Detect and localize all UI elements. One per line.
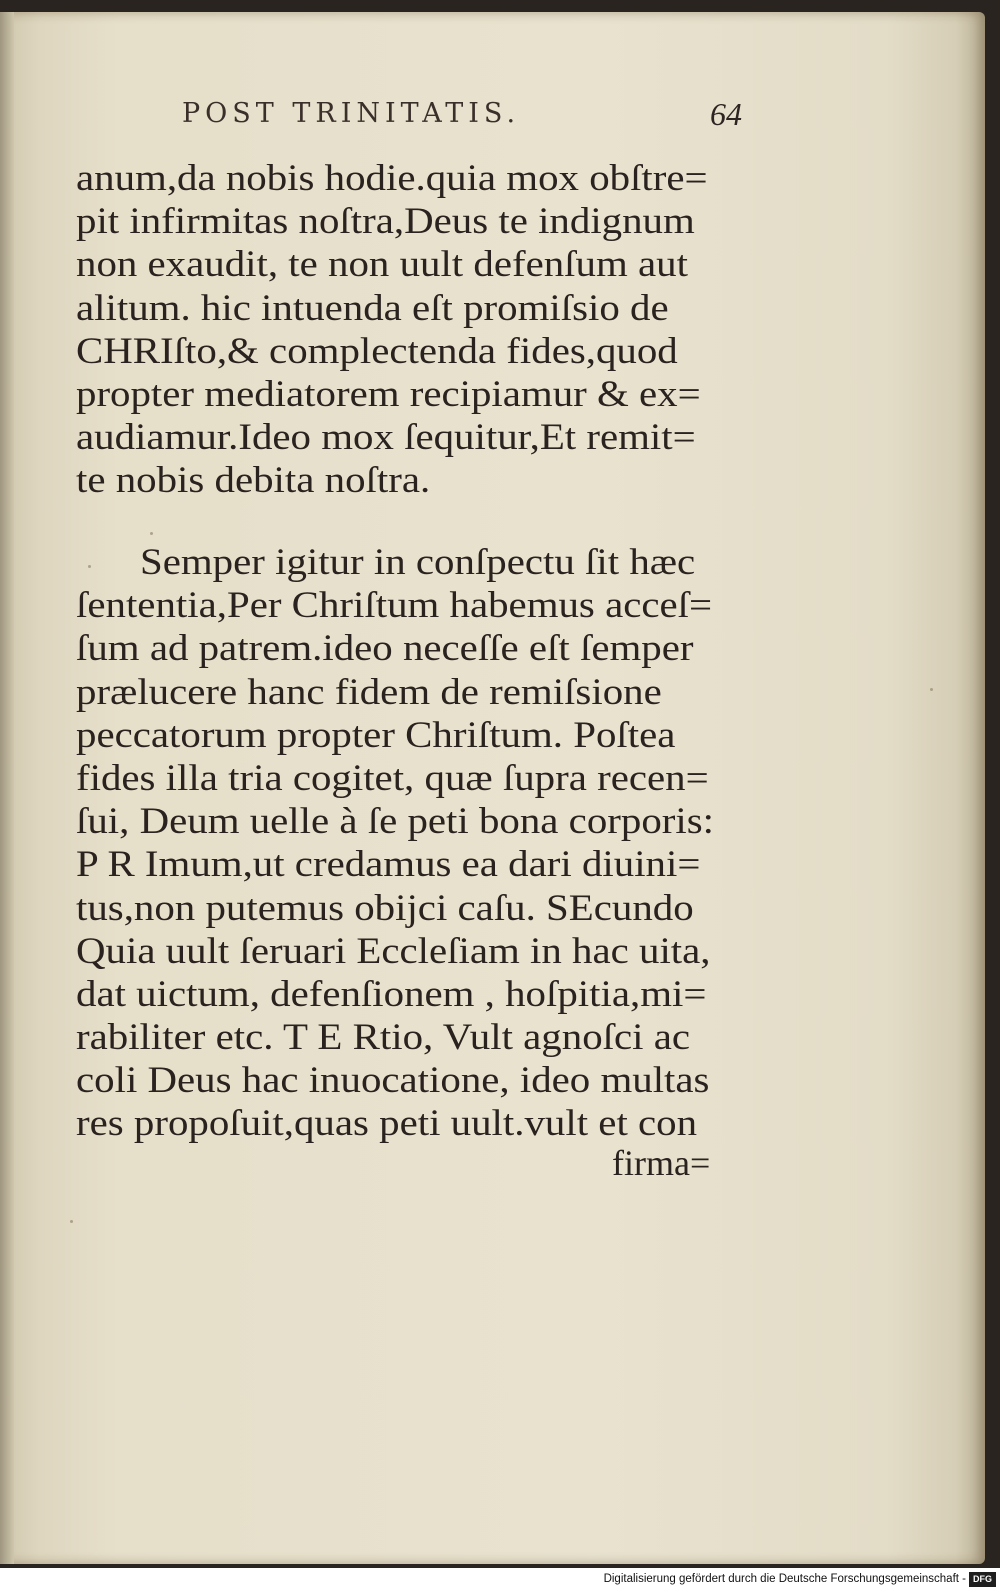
text-line: anum,da nobis hodie.quia mox obſtre= <box>76 157 708 198</box>
text-line: propter mediatorem recipiamur & ex= <box>76 372 701 414</box>
funding-credit: Digitalisierung gefördert durch die Deutsche Forschungsgemeinschaft - <box>603 1573 966 1585</box>
text-line: P R Imum,ut credamus ea dari diuini= <box>76 843 701 885</box>
text-line: tus,non putemus obijci caſu. SEcundo <box>76 886 694 928</box>
paragraph-2 <box>76 540 736 1145</box>
text-line: alitum. hic intuenda eſt promiſsio de <box>76 286 669 328</box>
catchword: firma= <box>612 1143 711 1183</box>
text-line: Quia uult ſeruari Eccleſiam in hac uita, <box>76 929 711 971</box>
paper-speck <box>70 1220 73 1223</box>
paper-speck <box>930 688 933 691</box>
text-line: Semper igitur in conſpectu ſit hæc <box>140 541 696 582</box>
text-line: audiamur.Ideo mox ſequitur,Et remit= <box>76 416 696 458</box>
paper-speck <box>150 532 153 535</box>
text-line: non exaudit, te non uult defenſum aut <box>76 243 688 285</box>
text-line: ſui, Deum uelle à ſe peti bona corporis: <box>76 800 714 842</box>
page-gutter <box>0 12 14 1564</box>
text-line: te nobis debita noſtra. <box>76 459 431 501</box>
text-line: ſententia,Per Chriſtum habemus acceſ= <box>76 584 713 626</box>
text-line: res propoſuit,quas peti uult.vult et con <box>76 1102 698 1144</box>
text-line: rabiliter etc. T E Rtio, Vult agnoſci ac <box>76 1016 691 1058</box>
digitization-footer <box>0 1568 1000 1596</box>
running-head <box>182 98 742 138</box>
text-line: peccatorum propter Chriſtum. Poſtea <box>76 713 676 755</box>
running-head-title: POST TRINITATIS. <box>182 98 521 129</box>
dfg-logo: DFG <box>969 1572 996 1587</box>
text-line: coli Deus hac inuocatione, ideo multas <box>76 1059 710 1101</box>
text-line: pit infirmitas noſtra,Deus te indignum <box>76 200 695 242</box>
text-line: CHRIſto,& complectenda fides,quod <box>76 329 678 371</box>
page-number: 64 <box>710 96 742 132</box>
text-line: prælucere hanc fidem de remiſsione <box>76 670 662 712</box>
text-line: ſum ad patrem.ideo neceſſe eſt ſemper <box>76 627 694 669</box>
text-line: fides illa tria cogitet, quæ ſupra recen= <box>76 756 709 798</box>
paragraph-1 <box>76 156 736 502</box>
text-line: dat uictum, defenſionem , hoſpitia,mi= <box>76 972 707 1014</box>
